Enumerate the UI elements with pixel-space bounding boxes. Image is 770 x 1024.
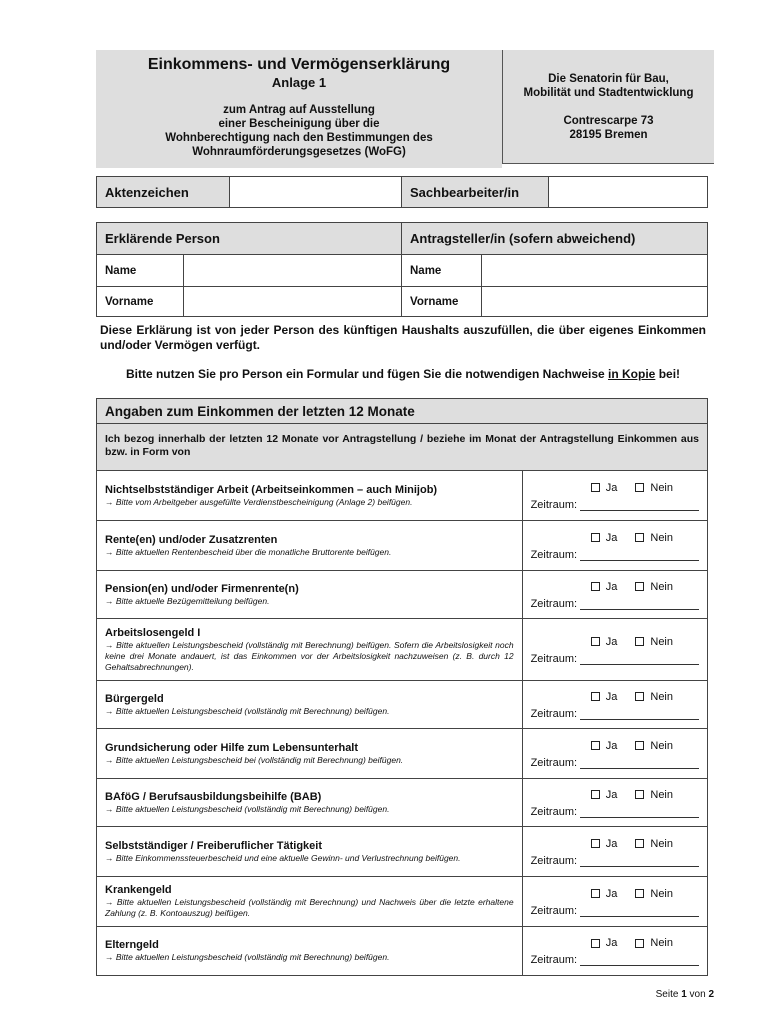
income-row (96, 521, 708, 571)
period-label: Zeitraum: (530, 707, 578, 720)
yes-option[interactable] (591, 788, 618, 802)
yes-checkbox[interactable] (591, 637, 600, 646)
income-type-title: Krankengeld (105, 884, 172, 896)
income-section (96, 398, 708, 976)
yes-label: Ja (605, 887, 618, 900)
income-title: Angaben zum Einkommen der letzten 12 Monate (96, 398, 708, 424)
applicant-vorname-label: Vorname (402, 287, 482, 317)
income-row (96, 927, 708, 976)
page-prefix: Seite (655, 989, 682, 1000)
period-input-line[interactable] (580, 551, 699, 561)
income-type-title: Arbeitslosengeld I (105, 626, 201, 639)
yes-no-options (531, 531, 699, 545)
yes-option[interactable] (591, 936, 618, 950)
persons-table (96, 222, 708, 317)
yes-checkbox[interactable] (591, 533, 600, 542)
period-input-line[interactable] (580, 600, 699, 610)
declaring-name-label: Name (97, 255, 184, 287)
applicant-vorname-field[interactable] (482, 287, 708, 317)
period-field[interactable] (531, 855, 699, 867)
reference-table (96, 176, 708, 208)
income-row-answer (523, 729, 707, 778)
income-row (96, 681, 708, 729)
declaring-vorname-field[interactable] (184, 287, 402, 317)
no-label: Nein (650, 739, 673, 752)
yes-label: Ja (605, 837, 618, 850)
income-type-title: Bürgergeld (105, 692, 164, 705)
yes-option[interactable] (591, 690, 618, 704)
authority-name (503, 72, 714, 100)
period-label: Zeitraum: (530, 548, 578, 561)
income-type-title: Nichtselbstständiger Arbeit (Arbeitseinkommen – auch Minijob) (105, 483, 438, 496)
income-type-hint: → Bitte aktuelle Bezügemitteilung beifügen. (105, 595, 270, 606)
period-label: Zeitraum: (530, 854, 578, 867)
period-field[interactable] (531, 806, 699, 818)
income-type-title: Selbstständiger / Freiberuflicher Tätigkeit (105, 839, 322, 852)
yes-no-options (531, 481, 699, 495)
income-type-title: Elterngeld (105, 939, 159, 951)
no-checkbox[interactable] (635, 790, 644, 799)
yes-label: Ja (605, 481, 618, 494)
period-label: Zeitraum: (530, 498, 578, 511)
no-checkbox[interactable] (635, 839, 644, 848)
yes-checkbox[interactable] (591, 582, 600, 591)
no-label: Nein (650, 635, 673, 648)
yes-checkbox[interactable] (591, 692, 600, 701)
instruction-suffix: bei! (655, 367, 681, 381)
period-input-line[interactable] (580, 857, 699, 867)
yes-option[interactable] (591, 531, 618, 545)
yes-no-options (531, 580, 699, 594)
income-row-description (97, 827, 523, 876)
income-row (96, 779, 708, 827)
declaring-person-header: Erklärende Person (97, 223, 402, 255)
yes-label: Ja (605, 690, 618, 703)
period-input-line[interactable] (580, 808, 699, 818)
sachbearbeiter-field[interactable] (549, 177, 708, 208)
yes-option[interactable] (591, 837, 618, 851)
yes-no-options (531, 837, 699, 851)
income-row-answer (523, 877, 707, 926)
period-field[interactable] (531, 954, 699, 966)
income-type-hint: → Bitte aktuellen Leistungsbescheid bei (vollständig mit Berechnung) beifügen. (105, 754, 404, 765)
income-type-hint: → Bitte aktuellen Leistungsbescheid (vollständig mit Berechnung) und Nachweis über die letzte erhaltene Zahlung (z. B. Kontoauszug) beifügen. (105, 897, 514, 918)
yes-checkbox[interactable] (591, 790, 600, 799)
yes-no-options (531, 936, 699, 950)
no-checkbox[interactable] (635, 533, 644, 542)
income-type-hint: → Bitte aktuellen Rentenbescheid über die monatliche Bruttorente beifügen. (105, 546, 392, 557)
no-option[interactable] (635, 580, 673, 594)
yes-option[interactable] (591, 481, 618, 495)
yes-checkbox[interactable] (591, 889, 600, 898)
purpose-line: zum Antrag auf Ausstellung (223, 104, 375, 116)
form-title: Einkommens- und Vermögenserklärung (147, 56, 451, 73)
income-row-description (97, 521, 523, 570)
yes-option[interactable] (591, 635, 618, 649)
yes-no-options (531, 739, 699, 753)
income-row-answer (523, 521, 707, 570)
yes-label: Ja (605, 937, 618, 949)
period-input-line[interactable] (580, 501, 699, 511)
income-type-hint: → Bitte Einkommenssteuerbescheid und eine aktuelle Gewinn- und Verlustrechnung beifügen. (105, 852, 461, 863)
no-option[interactable] (635, 936, 673, 950)
yes-no-options (531, 887, 699, 901)
yes-no-options (531, 635, 699, 649)
income-type-title: Grundsicherung oder Hilfe zum Lebensunterhalt (105, 741, 359, 754)
income-row-description (97, 471, 523, 520)
period-input-line[interactable] (580, 710, 699, 720)
income-row-answer (523, 827, 707, 876)
income-row-description (97, 681, 523, 728)
authority-box (502, 50, 714, 164)
yes-no-options (531, 690, 699, 704)
authority-line: Mobilität und Stadtentwicklung (523, 87, 694, 99)
form-header (96, 50, 502, 168)
no-label: Nein (650, 887, 673, 900)
income-row-answer (523, 571, 707, 618)
income-row-description (97, 729, 523, 778)
income-type-title: Rente(en) und/oder Zusatzrenten (105, 533, 278, 546)
applicant-header: Antragsteller/in (sofern abweichend) (402, 223, 708, 255)
yes-checkbox[interactable] (591, 939, 600, 948)
instruction-text (100, 367, 706, 381)
no-label: Nein (650, 690, 673, 703)
applicant-name-label: Name (402, 255, 482, 287)
income-type-title: Pension(en) und/oder Firmenrente(n) (105, 582, 299, 595)
sachbearbeiter-label: Sachbearbeiter/in (402, 177, 549, 208)
income-row-description (97, 877, 523, 926)
no-option[interactable] (635, 739, 673, 753)
period-label: Zeitraum: (530, 904, 578, 917)
income-row-description (97, 619, 523, 680)
declaring-name-field[interactable] (184, 255, 402, 287)
notice-text: Diese Erklärung ist von jeder Person des künftigen Haushalts auszufüllen, die über eigenes Einkommen und/oder Vermögen verfügt. (100, 323, 706, 352)
income-row-answer (523, 619, 707, 680)
instruction-underlined: in Kopie (608, 367, 656, 381)
income-row-answer (523, 927, 707, 975)
yes-checkbox[interactable] (591, 483, 600, 492)
period-field[interactable] (531, 653, 699, 665)
purpose-line: Wohnraumförderungsgesetzes (WoFG) (192, 146, 406, 158)
period-label: Zeitraum: (530, 652, 578, 665)
no-option[interactable] (635, 531, 673, 545)
yes-label: Ja (605, 788, 618, 801)
income-intro: Ich bezog innerhalb der letzten 12 Monate vor Antragstellung / beziehe im Monat der Antragstellung Einkommen aus bzw. in Form von (96, 424, 708, 471)
yes-label: Ja (605, 739, 618, 752)
income-row-answer (523, 779, 707, 826)
page-number (656, 989, 714, 1000)
income-type-hint: → Bitte aktuellen Leistungsbescheid (vollständig mit Berechnung) beifügen. (105, 803, 390, 814)
no-option[interactable] (635, 690, 673, 704)
period-field[interactable] (531, 757, 699, 769)
income-row (96, 471, 708, 521)
page-total: 2 (708, 989, 714, 1000)
income-row-description (97, 571, 523, 618)
income-row (96, 619, 708, 681)
address-line: Contrescarpe 73 (563, 115, 654, 127)
no-checkbox[interactable] (635, 692, 644, 701)
income-row-answer (523, 471, 707, 520)
yes-option[interactable] (591, 887, 618, 901)
form-purpose (96, 103, 502, 159)
period-field[interactable] (531, 499, 699, 511)
period-field[interactable] (531, 905, 699, 917)
no-label: Nein (650, 481, 673, 494)
aktenzeichen-label: Aktenzeichen (97, 177, 230, 208)
period-input-line[interactable] (580, 907, 699, 917)
yes-option[interactable] (591, 739, 618, 753)
yes-label: Ja (605, 531, 618, 544)
no-checkbox[interactable] (635, 483, 644, 492)
period-input-line[interactable] (580, 956, 699, 966)
income-type-hint: → Bitte vom Arbeitgeber ausgefüllte Verdienstbescheinigung (Anlage 2) beifügen. (105, 496, 413, 507)
income-row-description (97, 779, 523, 826)
page-current: 1 (681, 989, 687, 1000)
no-label: Nein (650, 788, 673, 801)
period-label: Zeitraum: (530, 805, 578, 818)
aktenzeichen-field[interactable] (230, 177, 402, 208)
income-row (96, 571, 708, 619)
no-option[interactable] (635, 635, 673, 649)
page-middle: von (686, 989, 709, 1000)
yes-no-options (531, 788, 699, 802)
no-option[interactable] (635, 887, 673, 901)
income-type-hint: → Bitte aktuellen Leistungsbescheid (vollständig mit Berechnung) beifügen. (105, 705, 390, 716)
income-type-title: BAföG / Berufsausbildungsbeihilfe (BAB) (105, 790, 322, 803)
period-field[interactable] (531, 598, 699, 610)
no-label: Nein (650, 580, 673, 593)
no-checkbox[interactable] (635, 889, 644, 898)
income-row (96, 877, 708, 927)
income-row (96, 827, 708, 877)
period-input-line[interactable] (580, 655, 699, 665)
period-label: Zeitraum: (530, 954, 578, 966)
instruction-prefix: Bitte nutzen Sie pro Person ein Formular und fügen Sie die notwendigen Nachweise (125, 367, 609, 381)
income-type-hint: → Bitte aktuellen Leistungsbescheid (vollständig mit Berechnung) beifügen. Sofern die Arbeitslosigkeit noch keine drei Monate andauert, ist das Einkommen vor der Arbeitslosigkeit nachzuweisen (z. B. durch 12 Gehaltsabrechnungen). (105, 639, 514, 672)
authority-address (503, 114, 714, 142)
no-checkbox[interactable] (635, 582, 644, 591)
yes-option[interactable] (591, 580, 618, 594)
form-subtitle: Anlage 1 (271, 75, 327, 90)
income-row-answer (523, 681, 707, 728)
yes-label: Ja (605, 580, 618, 593)
purpose-line: einer Bescheinigung über die (218, 118, 380, 130)
period-label: Zeitraum: (530, 756, 578, 769)
period-input-line[interactable] (580, 759, 699, 769)
no-option[interactable] (635, 837, 673, 851)
income-type-hint: → Bitte aktuellen Leistungsbescheid (vollständig mit Berechnung) beifügen. (105, 952, 390, 962)
declaring-vorname-label: Vorname (97, 287, 184, 317)
yes-checkbox[interactable] (591, 839, 600, 848)
period-label: Zeitraum: (530, 597, 578, 610)
no-label: Nein (650, 937, 673, 949)
yes-checkbox[interactable] (591, 741, 600, 750)
yes-label: Ja (605, 635, 618, 648)
period-field[interactable] (531, 549, 699, 561)
address-line: 28195 Bremen (569, 129, 648, 141)
no-label: Nein (650, 837, 673, 850)
purpose-line: Wohnberechtigung nach den Bestimmungen des (165, 132, 433, 144)
income-row (96, 729, 708, 779)
no-option[interactable] (635, 788, 673, 802)
applicant-name-field[interactable] (482, 255, 708, 287)
no-checkbox[interactable] (635, 637, 644, 646)
income-row-description (97, 927, 523, 975)
no-checkbox[interactable] (635, 939, 644, 948)
no-label: Nein (650, 531, 673, 544)
period-field[interactable] (531, 708, 699, 720)
no-checkbox[interactable] (635, 741, 644, 750)
income-rows (96, 471, 708, 976)
authority-line: Die Senatorin für Bau, (548, 73, 669, 85)
no-option[interactable] (635, 481, 673, 495)
